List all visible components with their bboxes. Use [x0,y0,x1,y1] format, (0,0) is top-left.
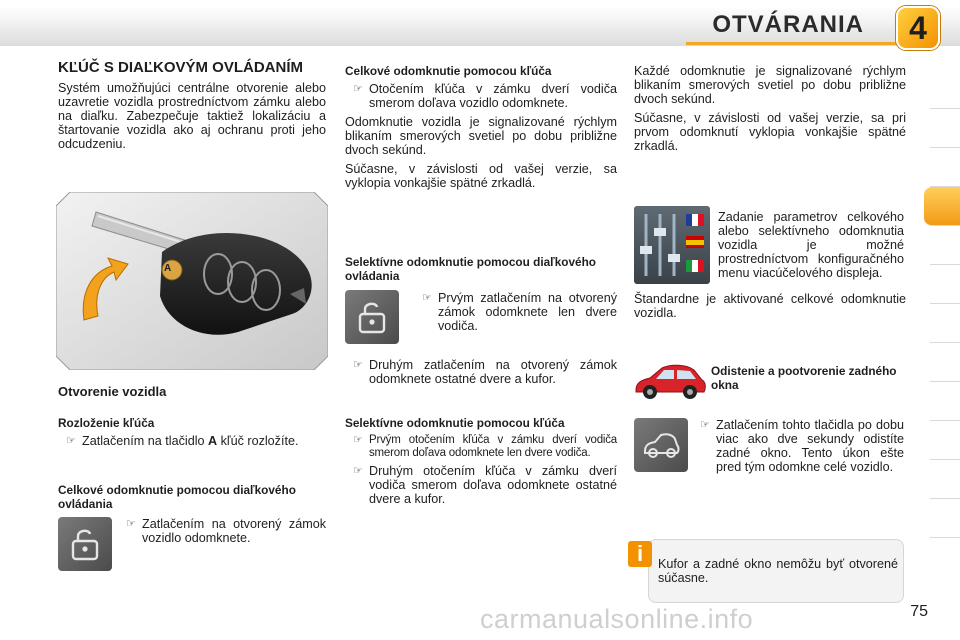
tailgate-button-icon [634,418,688,472]
pointer-icon: ☞ [353,83,363,95]
chapter-title: OTVÁRANIA [712,11,864,38]
car-illustration [632,360,708,402]
chapter-tab[interactable] [930,109,960,148]
column-left [58,60,326,151]
watermark: carmanualsonline.info [480,604,754,634]
pointer-icon: ☞ [66,435,76,447]
selective-key-bullet-1 [345,434,617,460]
selective-key-block [345,416,617,506]
unfold-key-letter: A [208,434,218,448]
default-paragraph: Štandardne je aktivované celkové odomknutie vozidla. [634,292,906,320]
signal-paragraph: Každé odomknutie je signalizované rýchlym blikaním smerových svetiel po dobu približne dvoch sekúnd. [634,64,906,106]
key-unlock-text: Otočením kľúča v zámku dverí vodiča smerom doľava vozidlo odomknete. [369,82,617,110]
pointer-icon: ☞ [353,434,363,446]
unlock-button-icon [345,290,399,344]
chapter-tab[interactable] [930,499,960,538]
header-stripe [686,42,906,45]
unlock-button-icon [58,517,112,571]
unfold-key-block [58,416,326,448]
intro-paragraph: Systém umožňujúci centrálne otvorenie alebo uzavretie vozidla prostredníctvom zámku alebo na diaľku. Zabezpečuje taktiež lokalizáciu a štartovanie vozidla ako aj ochranu proti jeho odcudzeniu. [58,81,326,151]
chapter-tabs [930,70,960,538]
key-unlock-bullet [345,82,617,110]
signal-paragraph: Odomknutie vozidla je signalizované rýchlym blikaním smerových svetiel po dobu približne dvoch sekúnd. [345,115,617,157]
chapter-tab-active[interactable] [924,187,960,226]
selective-key-bullet-2 [345,464,617,506]
unfold-text-start: Zatlačením na tlačidlo [82,434,208,448]
page-number: 75 [910,603,928,620]
selective-remote-text-2: Druhým zatlačením na otvorený zámok odomknete ostatné dvere a kufor. [369,358,617,386]
chapter-tab[interactable] [930,421,960,460]
selective-remote-bullet-2 [345,358,617,386]
settings-paragraph: Zadanie parametrov celkového alebo selektívneho odomknutia vozidla je možné prostredníctvom konfiguračného menu viacúčelového displeja. [718,210,904,280]
selective-key-text-1: Prvým otočením kľúča v zámku dverí vodiča smerom doľava odomknete len dvere vodiča. [369,434,617,459]
tailgate-text: Zatlačením tohto tlačidla po dobu viac ako dve sekundy odistíte zadné okno. Tento úkon ešte pred tým odomkne celé vozidlo. [716,418,904,474]
pointer-icon: ☞ [353,359,363,371]
mirror-paragraph: Súčasne, v závislosti od vašej verzie, sa pri prvom odomknutí vyklopia vonkajšie spätné zrkadlá. [634,111,906,153]
tailgate-bullet [692,418,904,474]
remote-unlock-heading: Celkové odomknutie pomocou diaľkového ovládania [58,483,296,511]
chapter-tab[interactable] [930,304,960,343]
unfold-key-heading: Rozloženie kľúča [58,416,155,430]
info-icon: i [628,541,652,567]
pointer-icon: ☞ [126,518,136,530]
info-text: Kufor a zadné okno nemôžu byť otvorené súčasne. [658,557,898,585]
pointer-icon: ☞ [700,419,710,431]
chapter-number-badge: 4 [896,6,940,50]
column-right [634,64,906,153]
section-title: KĽÚČ S DIAĽKOVÝM OVLÁDANÍM [58,59,303,76]
remote-key-illustration [56,192,328,370]
display-settings-image [634,206,710,284]
chapter-tab[interactable] [930,148,960,187]
selective-key-heading: Selektívne odomknutie pomocou kľúča [345,416,565,430]
selective-remote-heading-block [345,255,617,283]
unfold-key-bullet [58,434,326,448]
remote-unlock-text: Zatlačením na otvorený zámok vozidlo odomknete. [142,517,326,545]
remote-unlock-block [58,483,326,511]
chapter-tab[interactable] [930,382,960,421]
chapter-tab[interactable] [930,343,960,382]
tailgate-heading: Odistenie a pootvorenie zadného okna [711,364,897,392]
chapter-tab[interactable] [930,460,960,499]
selective-remote-bullet-1 [414,291,617,333]
selective-key-text-2: Druhým otočením kľúča v zámku dverí vodiča smerom doľava odomknete ostatné dvere a kufor. [369,464,617,506]
pointer-icon: ☞ [422,292,432,304]
open-vehicle-title: Otvorenie vozidla [58,384,167,399]
column-middle [345,64,617,190]
pointer-icon: ☞ [353,465,363,477]
key-button-a-label: A [164,263,172,274]
mirror-paragraph: Súčasne, v závislosti od vašej verzie, sa vyklopia vonkajšie spätné zrkadlá. [345,162,617,190]
chapter-header [0,0,960,52]
chapter-tab[interactable] [930,265,960,304]
remote-unlock-bullet [118,517,326,545]
key-unlock-heading: Celkové odomknutie pomocou kľúča [345,64,552,78]
selective-remote-heading: Selektívne odomknutie pomocou diaľkového ovládania [345,255,597,283]
chapter-tab[interactable] [930,70,960,109]
selective-remote-text-1: Prvým zatlačením na otvorený zámok odomknete len dvere vodiča. [438,291,617,333]
chapter-tab[interactable] [930,226,960,265]
unfold-text-end: kľúč rozložíte. [217,434,299,448]
